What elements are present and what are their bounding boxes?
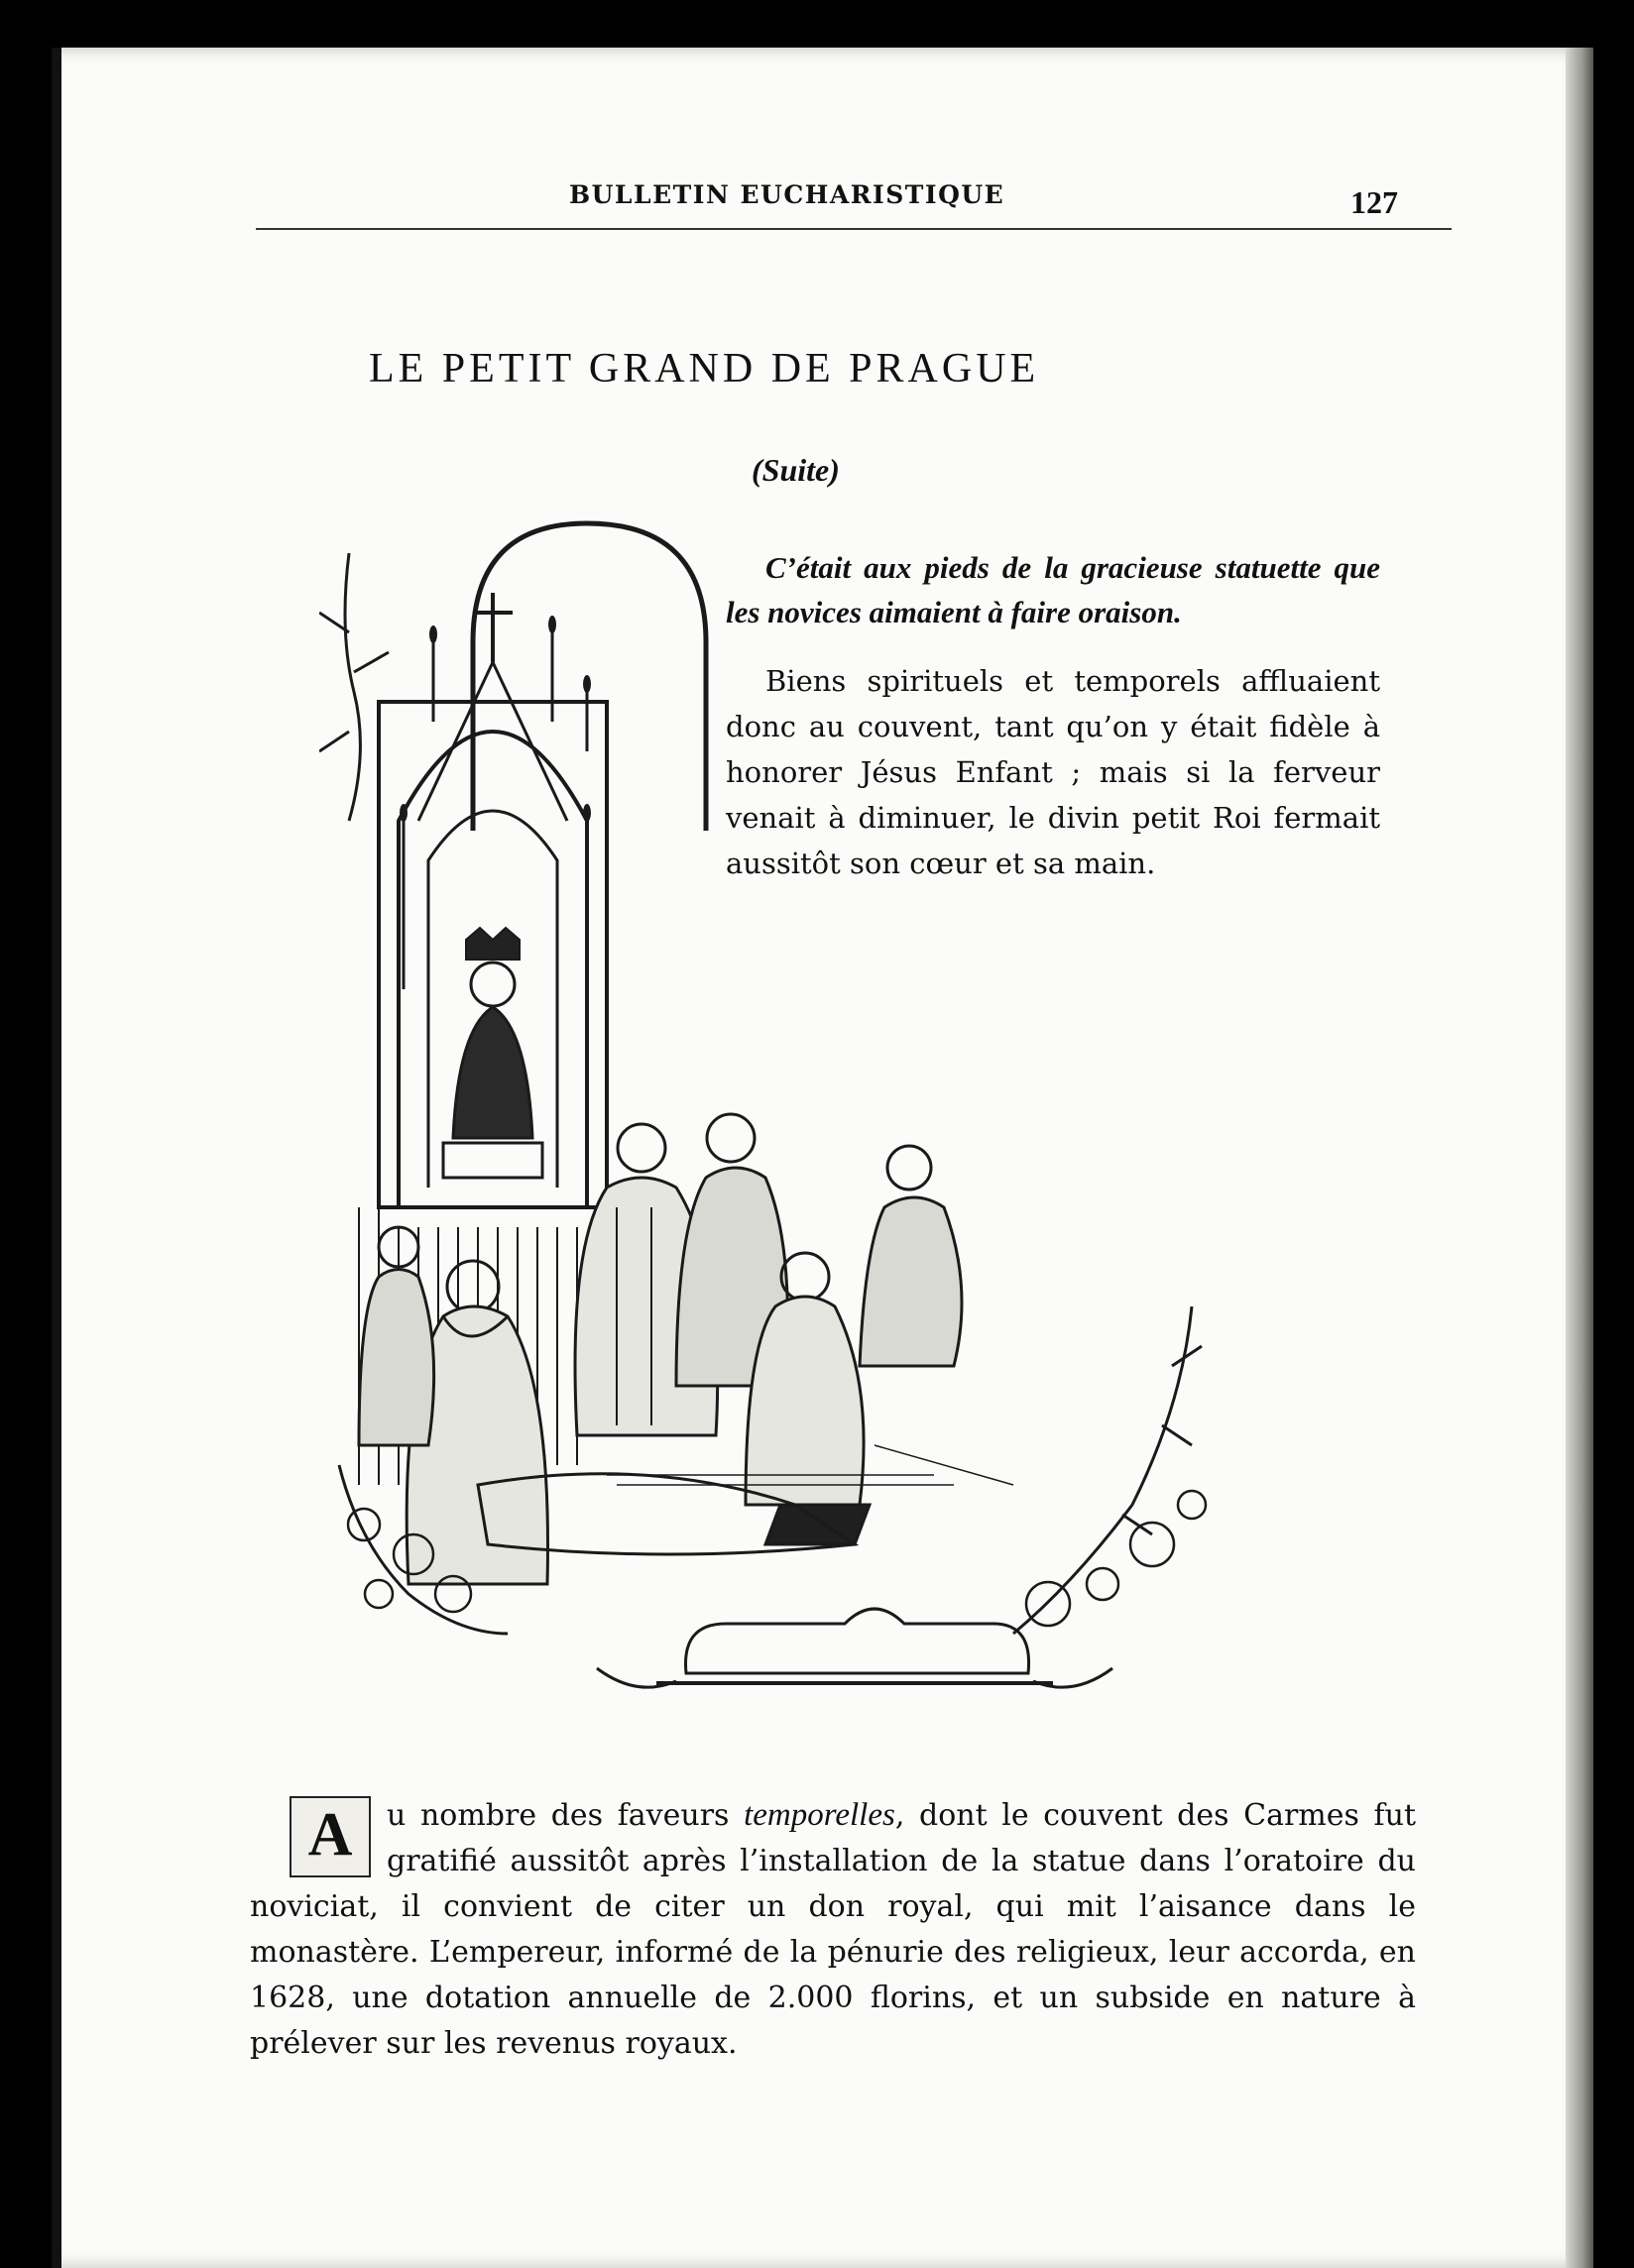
header-rule: [256, 228, 1452, 230]
body-emphasis: temporelles: [744, 1797, 895, 1833]
article-title: LE PETIT GRAND DE PRAGUE: [369, 346, 1040, 392]
side-paragraph: Biens spirituels et temporels affluaient donc au couvent, tant qu’on y était fidèle à honorer Jésus Enfant ; mais si la ferveur venait à diminuer, le divin petit Roi fermait aussitôt son cœur et sa main.: [726, 664, 1380, 880]
page-edge: [1566, 48, 1593, 2268]
body-first: u nombre des faveurs: [387, 1798, 745, 1833]
page-number: 127: [1350, 184, 1398, 220]
book-page: [52, 48, 1593, 2268]
body-rest: , dont le couvent des Carmes fut gratifié aussitôt après l’installation de la statue dans l’oratoire du noviciat, il convient de citer un don royal, qui mit l’aisance dans le monastère. L’empereur, informé de la pénurie des religieux, leur accorda, en 1628, une dotation annuelle de 2.000 florins, et un subside en nature à prélever sur les revenus royaux.: [250, 1798, 1417, 2061]
intro-paragraph: C’était aux pieds de la gracieuse statuette que les novices aimaient à faire oraison.: [726, 550, 1380, 629]
side-text-block: [726, 545, 1380, 886]
body-text-block: [250, 1792, 1416, 2067]
page-gutter: [52, 48, 61, 2268]
running-title: BULLETIN EUCHARISTIQUE: [569, 180, 1005, 209]
scan-border: [0, 0, 1634, 52]
body-paragraph: [250, 1792, 1416, 2067]
ornamental-initial: A: [290, 1796, 371, 1877]
article-subtitle: (Suite): [752, 452, 840, 488]
